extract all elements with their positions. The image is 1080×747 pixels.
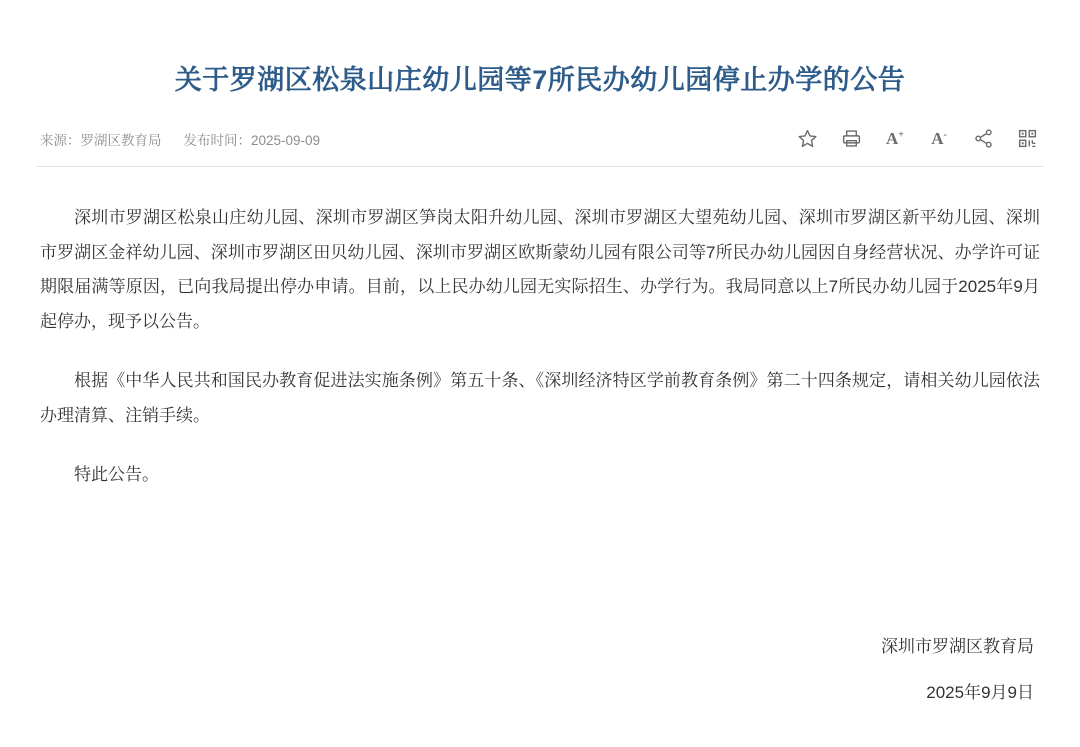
share-button[interactable] bbox=[970, 126, 996, 152]
source-value: 罗湖区教育局 bbox=[80, 132, 162, 148]
paragraph-1: 深圳市罗湖区松泉山庄幼儿园、深圳市罗湖区笋岗太阳升幼儿园、深圳市罗湖区大望苑幼儿园、深圳市罗湖区新平幼儿园、深圳市罗湖区金祥幼儿园、深圳市罗湖区田贝幼儿园、深圳市罗湖区欧斯蒙幼儿园有限公司等7所民办幼儿园因自身经营状况、办学许可证期限届满等原因，已向我局提出停办申请。目前，以上民办幼儿园无实际招生、办学行为。我局同意以上7所民办幼儿园于2025年9月起停办，现予以公告。 bbox=[40, 207, 1040, 332]
font-decrease-button[interactable] bbox=[926, 126, 952, 152]
publish-time-label: 发布时间： bbox=[183, 132, 251, 148]
font-increase-icon: A+ bbox=[886, 129, 904, 149]
signature-date: 2025年9月9日 bbox=[926, 683, 1034, 702]
paragraph-2: 根据《中华人民共和国民办教育促进法实施条例》第五十条、《深圳经济特区学前教育条例》第二十四条规定，请相关幼儿园依法办理清算、注销手续。 bbox=[40, 371, 1040, 426]
printer-icon bbox=[841, 128, 862, 149]
article-meta-bar bbox=[36, 100, 1044, 167]
font-increase-button[interactable] bbox=[882, 126, 908, 152]
qrcode-icon bbox=[1017, 128, 1038, 149]
publish-time-value: 2025-09-09 bbox=[251, 132, 321, 148]
article-toolbar bbox=[794, 126, 1040, 152]
meta-info bbox=[40, 129, 320, 149]
source-info bbox=[40, 129, 162, 149]
article-body bbox=[36, 167, 1044, 493]
paragraph-3: 特此公告。 bbox=[74, 464, 159, 484]
favorite-button[interactable] bbox=[794, 126, 820, 152]
font-decrease-icon: A- bbox=[931, 129, 947, 149]
source-label: 来源： bbox=[40, 132, 81, 148]
share-icon bbox=[973, 128, 994, 149]
page-title: 关于罗湖区松泉山庄幼儿园等7所民办幼儿园停止办学的公告 bbox=[174, 65, 906, 95]
qrcode-button[interactable] bbox=[1014, 126, 1040, 152]
star-icon bbox=[797, 128, 818, 149]
print-button[interactable] bbox=[838, 126, 864, 152]
signature-organization: 深圳市罗湖区教育局 bbox=[881, 637, 1034, 656]
publish-time-info bbox=[184, 129, 321, 149]
